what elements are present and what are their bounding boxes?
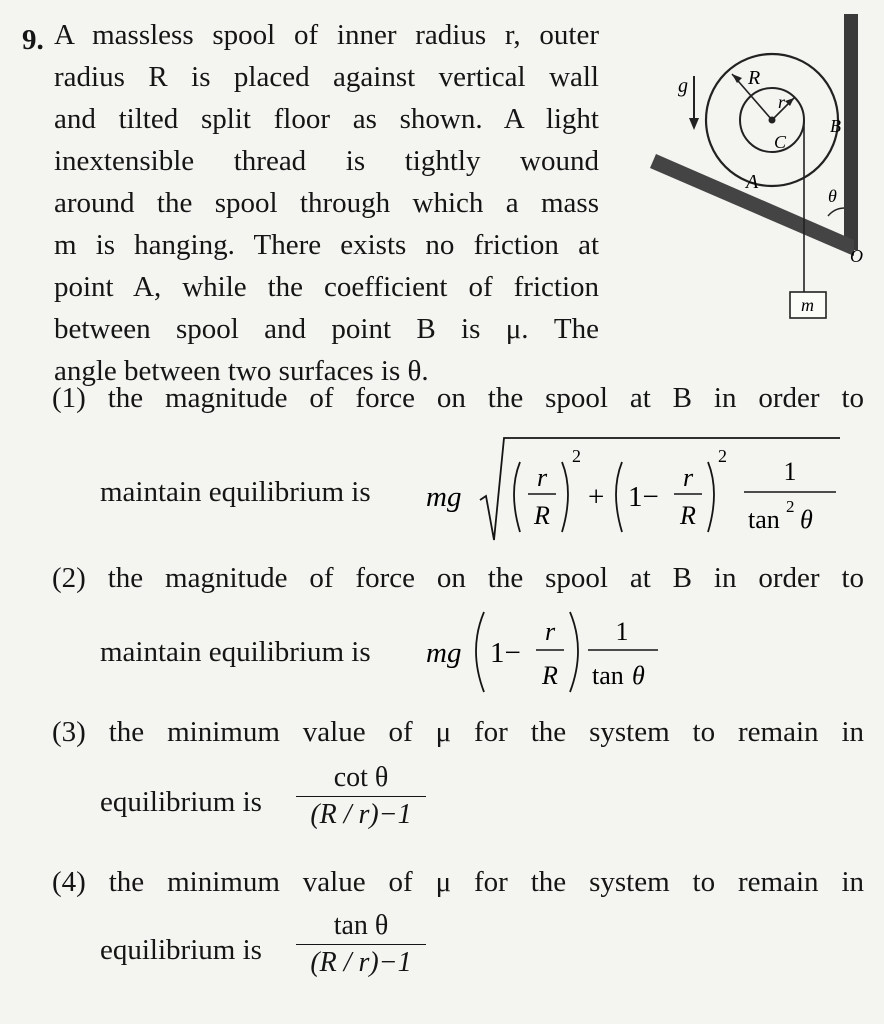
label-theta: θ — [828, 186, 837, 206]
option-label: (3) — [52, 716, 86, 748]
option-3-continuation: equilibrium is — [100, 786, 262, 818]
label-C: C — [774, 132, 787, 152]
option-text: the minimum value of μ for the system to remain in — [108, 866, 865, 898]
option-4-formula: $\frac{\text{tan θ}}{(R / r)-1}$ — [296, 910, 426, 979]
option-4[interactable] — [52, 866, 864, 899]
svg-text:r: r — [536, 463, 548, 492]
label-R: R — [748, 67, 761, 89]
vertical-wall — [844, 14, 858, 250]
svg-text:mg: mg — [426, 637, 462, 669]
option-2[interactable] — [52, 562, 864, 595]
option-1-continuation: maintain equilibrium is — [100, 476, 371, 508]
label-O: O — [850, 246, 863, 266]
svg-text:R: R — [542, 661, 558, 690]
label-m: m — [801, 295, 814, 315]
label-r: r — [778, 92, 786, 112]
stem-line: inextensible thread is tightly wound — [54, 145, 599, 177]
stem-line: between spool and point B is μ. The — [54, 313, 599, 345]
svg-text:tan: tan — [748, 505, 780, 534]
stem-line: radius R is placed against vertical wall — [54, 61, 599, 93]
svg-text:R: R — [680, 501, 696, 530]
stem-line: around the spool through which a mass — [54, 187, 599, 219]
svg-text:2: 2 — [718, 446, 727, 466]
stem-line: angle between two surfaces is θ. — [54, 355, 429, 387]
option-label: (1) — [52, 382, 86, 414]
option-text: the magnitude of force on the spool at B in order to — [107, 382, 865, 414]
svg-text:R: R — [534, 501, 550, 530]
option-1[interactable] — [52, 382, 864, 415]
option-label: (4) — [52, 866, 86, 898]
question-stem — [54, 14, 599, 392]
tilted-floor — [650, 154, 854, 256]
svg-text:1: 1 — [615, 617, 629, 646]
label-B: B — [830, 116, 841, 136]
svg-text:1: 1 — [783, 457, 797, 486]
svg-text:r: r — [544, 617, 556, 646]
option-text: the minimum value of μ for the system to remain in — [108, 716, 865, 748]
option-3-formula: $\frac{\text{cot θ}}{(R / r)-1}$ — [296, 762, 426, 831]
stem-line: A massless spool of inner radius r, outer — [54, 19, 599, 51]
svg-text:mg: mg — [426, 481, 462, 513]
label-A: A — [746, 171, 759, 193]
option-text: the magnitude of force on the spool at B in order to — [107, 562, 865, 594]
svg-text:θ: θ — [800, 505, 813, 534]
option-label: (2) — [52, 562, 86, 594]
svg-text:θ: θ — [632, 661, 645, 690]
option-2-continuation: maintain equilibrium is — [100, 636, 371, 668]
theta-arc — [828, 208, 844, 216]
svg-text:r: r — [682, 463, 694, 492]
option-1-formula — [424, 420, 844, 552]
svg-text:1−: 1− — [490, 637, 521, 669]
question-number: 9. — [22, 24, 44, 56]
option-4-continuation: equilibrium is — [100, 934, 262, 966]
option-2-formula — [424, 604, 674, 698]
svg-text:+: + — [588, 481, 605, 513]
label-g: g — [678, 75, 688, 97]
gravity-arrow-icon — [689, 118, 699, 130]
svg-text:2: 2 — [786, 497, 795, 516]
stem-line: and tilted split floor as shown. A light — [54, 103, 599, 135]
stem-line: m is hanging. There exists no friction at — [54, 229, 599, 261]
svg-text:2: 2 — [572, 446, 581, 466]
stem-line: point A, while the coefficient of friction — [54, 271, 599, 303]
svg-text:tan: tan — [592, 661, 624, 690]
option-3[interactable] — [52, 716, 864, 749]
spool-figure — [640, 8, 872, 338]
svg-text:1−: 1− — [628, 481, 659, 513]
